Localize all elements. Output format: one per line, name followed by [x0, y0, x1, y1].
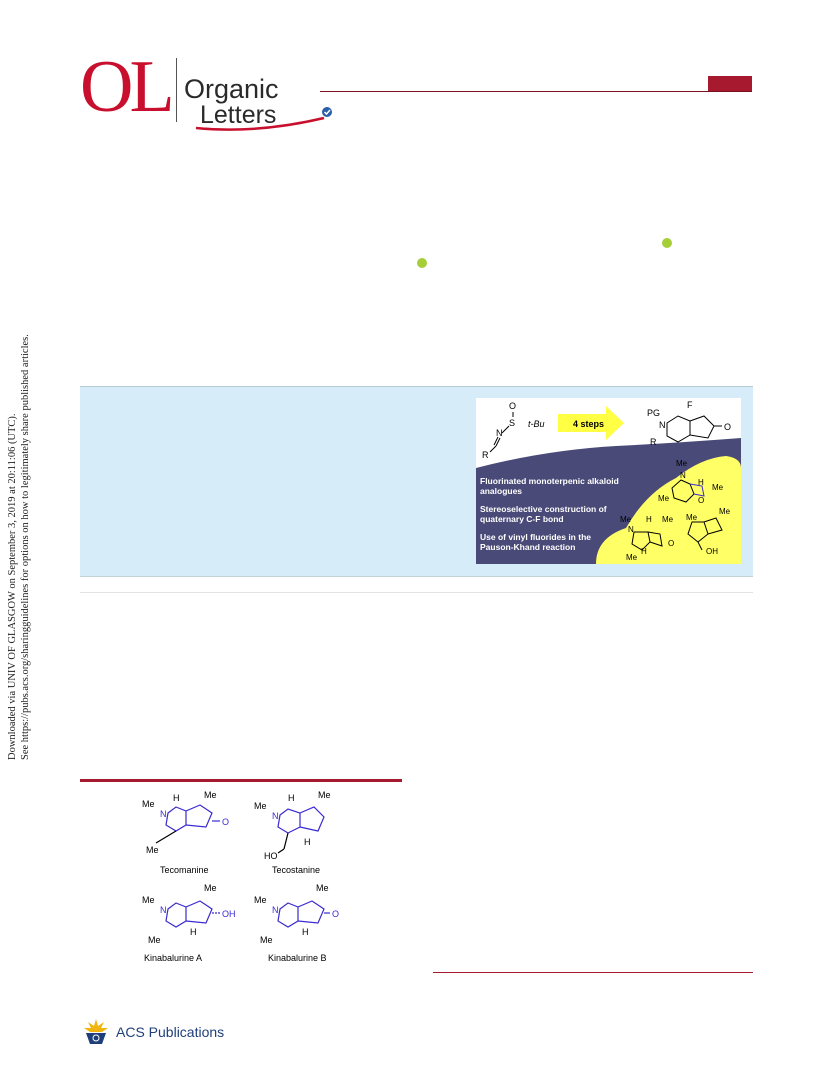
toc-me-label: Me	[658, 494, 670, 503]
compound-name-tecomanine: Tecomanine	[160, 865, 209, 875]
download-notice-line1: Downloaded via UNIV OF GLASGOW on September 3, 2019 at 20:11:06 (UTC).	[7, 413, 18, 760]
fig-me-label: Me	[316, 883, 329, 893]
fig-me-label: Me	[148, 935, 161, 945]
toc-me-label: Me	[719, 507, 731, 516]
fig-h-label: H	[288, 793, 295, 803]
download-notice	[6, 334, 46, 760]
fig-n-label: N	[160, 809, 167, 819]
toc-o-label: O	[668, 539, 675, 548]
fig-me-label: Me	[204, 883, 217, 893]
toc-me-label: Me	[686, 513, 698, 522]
header-rule	[320, 91, 752, 92]
toc-product-o: O	[724, 422, 732, 432]
figure-top-rule	[80, 779, 402, 782]
fig-me-label: Me	[142, 895, 155, 905]
footnote-rule	[433, 972, 753, 973]
toc-h-label: H	[698, 478, 704, 487]
toc-h-label: H	[646, 515, 652, 524]
toc-product-pg: PG	[647, 408, 661, 418]
toc-me-label: Me	[626, 553, 638, 562]
fig-n-label: N	[272, 811, 279, 821]
fig-o-label: O	[222, 817, 230, 827]
toc-sulfinyl-s: S	[509, 418, 516, 428]
toc-sulfinyl-o: O	[509, 401, 517, 411]
abstract-bottom-rule	[80, 576, 753, 577]
toc-o-label: O	[698, 496, 705, 505]
fig-o-label: O	[332, 909, 340, 919]
toc-n-label: N	[628, 525, 634, 534]
toc-me-label: Me	[662, 515, 674, 524]
toc-me-label: Me	[620, 515, 632, 524]
toc-n-label: N	[680, 471, 686, 480]
toc-bullet-1b: analogues	[480, 486, 523, 496]
acs-logo-icon	[82, 1018, 110, 1046]
fig-h-label: H	[190, 927, 197, 937]
structure-tecostanine	[254, 790, 331, 861]
toc-bullet-2a: Stereoselective construction of	[480, 504, 607, 514]
download-notice-line2: See https://pubs.acs.org/sharingguidelines for options on how to legitimately share published articles.	[20, 334, 31, 760]
logo-separator	[176, 58, 177, 122]
fig-me-label: Me	[254, 895, 267, 905]
toc-bullet-1a: Fluorinated monoterpenic alkaloid	[480, 476, 619, 486]
fig-me-label: Me	[260, 935, 273, 945]
journal-logo-initials: OL	[80, 46, 171, 128]
toc-product-f: F	[687, 400, 693, 410]
compound-name-kinabalurine-a: Kinabalurine A	[144, 953, 203, 963]
toc-imine-n: N	[496, 428, 503, 438]
fig-me-label: Me	[204, 790, 217, 800]
fig-ho-label: HO	[264, 851, 278, 861]
toc-oh-label: OH	[706, 547, 718, 556]
fig-n-label: N	[272, 905, 279, 915]
fig-h-label: H	[173, 793, 180, 803]
toc-me-label: Me	[676, 459, 688, 468]
logo-swoosh-icon	[186, 100, 336, 132]
header-accent-block	[708, 76, 752, 91]
orcid-icon[interactable]	[417, 258, 427, 268]
structure-kinabalurine-b	[254, 883, 339, 945]
fig-me-label: Me	[318, 790, 331, 800]
toc-h-label: H	[641, 547, 647, 556]
publisher-name: ACS Publications	[116, 1024, 225, 1040]
toc-me-label: Me	[712, 483, 724, 492]
fig-me-label: Me	[146, 845, 159, 855]
orcid-icon[interactable]	[662, 238, 672, 248]
fig-n-label: N	[160, 905, 167, 915]
toc-tbu: t-Bu	[528, 419, 545, 429]
section-rule	[80, 592, 753, 593]
toc-product-n: N	[659, 420, 666, 430]
toc-bullet-2b: quaternary C-F bond	[480, 514, 564, 524]
toc-bullet-3a: Use of vinyl fluorides in the	[480, 532, 591, 542]
figure-1-structures	[128, 785, 348, 965]
fig-me-label: Me	[254, 801, 267, 811]
structure-kinabalurine-a	[142, 883, 236, 945]
fig-oh-label: OH	[222, 909, 236, 919]
journal-name-line2: Letters	[200, 101, 277, 129]
toc-arrow-label: 4 steps	[573, 419, 605, 429]
structure-tecomanine	[142, 790, 229, 855]
fig-h-label: H	[302, 927, 309, 937]
fig-me-label: Me	[142, 799, 155, 809]
toc-product-r: R	[650, 437, 657, 447]
journal-name-line1: Organic	[184, 74, 279, 104]
toc-bullet-3b: Pauson-Khand reaction	[480, 542, 576, 552]
compound-name-kinabalurine-b: Kinabalurine B	[268, 953, 327, 963]
fig-h-label: H	[304, 837, 311, 847]
toc-graphic	[476, 398, 741, 564]
compound-name-tecostanine: Tecostanine	[272, 865, 321, 875]
toc-r-group: R	[482, 450, 489, 460]
